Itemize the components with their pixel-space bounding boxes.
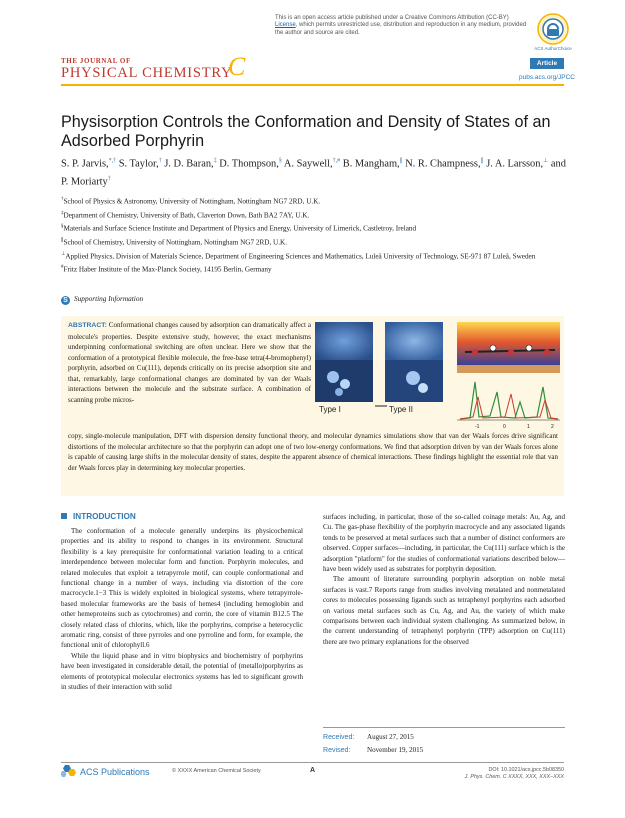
affiliation-item: [61, 235, 566, 249]
affiliation-marker: ‡: [61, 210, 64, 216]
article-title: Physisorption Controls the Conformation and Density of States of an Adsorbed Porphyrin: [61, 113, 551, 150]
author-list: [61, 154, 566, 190]
badge-label: ACS AuthorChoice: [534, 46, 572, 51]
footer-rule: [61, 762, 564, 763]
oa-notice-line2: , which permits unrestricted use, distribution and reproduction in any medium,: [295, 22, 502, 29]
journal-url-link[interactable]: pubs.acs.org/JPCC: [519, 74, 575, 81]
affiliation-item: [61, 221, 566, 235]
svg-text:0: 0: [503, 424, 506, 430]
journal-name-top: THE JOURNAL OF: [61, 57, 131, 65]
article-type-badge: Article: [530, 58, 564, 69]
journal-citation: J. Phys. Chem. C XXXX, XXX, XXX−XXX: [464, 774, 564, 780]
paragraph: The amount of literature surrounding porphyrin adsorption on noble metal surfaces is vast.7 Reports range from studies involving metalated and nonmetalated cores to molecules possessing ligands such as tetraphenyl porphyrins each adsorbed on various metal surfaces such as Cu, Ag, and Au, the variety of which make comparisons between each individual system challenging. As summarized below, in the current understanding of tetraphenyl porphyrin (TPP) adsorption on Cu(111) there are two primary explanations for the observed: [323, 575, 565, 646]
intro-heading-label: INTRODUCTION: [73, 512, 136, 521]
acs-authorchoice-badge-icon: [534, 12, 572, 52]
affiliation-item: [61, 249, 566, 263]
journal-letter: C: [228, 52, 246, 81]
citation-info: [446, 767, 564, 781]
affiliation-item: [61, 194, 566, 208]
author-name: B. Mangham,: [342, 158, 400, 170]
affiliation-marker: #: [61, 265, 64, 271]
header-rule: [61, 84, 564, 86]
revised-date: November 19, 2015: [367, 746, 424, 754]
oa-notice-line1: This is an open access article published under a Creative Commons Attribution (CC-BY): [275, 15, 509, 21]
revised-date-row: [323, 744, 565, 757]
section-marker-icon: [61, 513, 67, 519]
abstract-text-part1: [68, 320, 311, 405]
supporting-info-label: Supporting Information: [74, 294, 144, 303]
density-of-states-plot: [457, 382, 560, 430]
received-date-row: [323, 731, 565, 744]
publisher-name: ACS Publications: [80, 767, 150, 777]
author-affiliation-marker[interactable]: *,†: [108, 158, 117, 164]
affiliation-marker: §: [61, 224, 64, 230]
author-name: N. R. Champness,: [405, 158, 481, 170]
body-column-left: [61, 526, 303, 693]
svg-text:2: 2: [551, 424, 554, 430]
acs-publications-logo: [61, 765, 150, 777]
stm-image-type1: [315, 322, 373, 402]
paragraph: While the liquid phase and in vitro biophysics and biochemistry of porphyrins have been investigated in considerable detail, the potential of (metallo)porphyrins as elements of prototypical molecular electronics systems has led to significant growth in studies of their interaction with solid: [61, 651, 303, 692]
affiliation-text: School of Physics & Astronomy, University of Nottingham, Nottingham NG7 2RD, U.K.: [63, 197, 321, 206]
affiliation-marker: †: [61, 197, 64, 202]
received-date: August 27, 2015: [367, 733, 414, 741]
dft-density-map: [457, 322, 560, 373]
supporting-info-link[interactable]: [61, 294, 143, 305]
affiliation-text: Department of Chemistry, University of Bath, Claverton Down, Bath BA2 7AY, U.K.: [63, 211, 310, 220]
author-name: J. A. Larsson,: [486, 158, 544, 170]
author-name: and P. Moriarty: [61, 158, 566, 188]
affiliation-text: Applied Physics, Division of Materials Science, Department of Engineering Sciences and Mathematics, Luleå University of Technology, SE-971 87 Luleå, Sweden: [65, 252, 536, 261]
author-affiliation-marker[interactable]: †,#: [332, 158, 341, 164]
author-name: S. P. Jarvis,: [61, 158, 109, 170]
abstract-label: ABSTRACT:: [68, 322, 107, 329]
author-affiliation-marker[interactable]: ∥: [399, 158, 403, 164]
author-name: S. Taylor,: [118, 158, 159, 170]
license-link[interactable]: License: [275, 22, 296, 29]
oa-notice-line3: provided the author and source are cited.: [275, 22, 527, 36]
received-label: Received:: [323, 734, 355, 741]
affiliation-text: School of Chemistry, University of Nottingham, Nottingham NG7 2RD, U.K.: [63, 238, 288, 247]
author-affiliation-marker[interactable]: ‡: [213, 158, 217, 164]
abstract-body-part1: Conformational changes caused by adsorption can dramatically affect a molecule's properties. Despite extensive study, however, the exact mechanisms underpinning conformational switching are often unclear. Here we show that the conformation of a prototypical flexible molecule, the free-base tetra(4-bromophenyl) porphyrin, adsorbed on Cu(111), depends critically on its precise adsorption site and that, remarkably, large conformational changes are dominated by van der Waals interactions between the molecule and the substrate surface. A combination of scanning probe micros-: [68, 321, 311, 404]
toc-type2-label: Type II: [389, 405, 414, 414]
svg-text:-1: -1: [475, 424, 480, 430]
stm-image-type2: [385, 322, 443, 402]
page-number: A: [310, 767, 316, 774]
copyright-notice: © XXXX American Chemical Society: [172, 768, 261, 774]
author-name: D. Thompson,: [219, 158, 279, 170]
affiliation-marker: ⊥: [61, 251, 66, 257]
svg-text:1: 1: [527, 424, 530, 430]
author-affiliation-marker[interactable]: †: [107, 175, 111, 182]
body-column-right: [323, 512, 565, 647]
paragraph: The conformation of a molecule generally underpins its physicochemical properties and its ability to respond to changes in its environment. Structural flexibility is a key prerequisite for conformational variation leading to a critical interdependence between molecular form and function. Porphyrin molecules, and related molecules that exploit a tetrapyrrole motif, can couple conformational and functional change in a number of ways, including via distortion of the core macrocycle.1−3 This is widely exploited in biological systems, where tetrapyrrole-based molecular frameworks are the basis of hemes4 (including hemoglobin and other hemeproteins such as cytochromes) and corrin, the core of vitamin B12.5 The closely related class of chlorins, which, like the porphyrins, comprise a heterocyclic aromatic ring, consist of three pyrroles and one pyrroline and form, for example, the functional unit of chlorophyll.6: [61, 527, 303, 650]
journal-name-main: PHYSICAL CHEMISTRY: [61, 65, 233, 81]
author-affiliation-marker[interactable]: †: [158, 158, 162, 164]
doi-link[interactable]: DOI: 10.1021/acs.jpcc.5b08350: [488, 767, 564, 773]
acs-hexagon-icon: [61, 765, 77, 777]
publication-dates: [323, 727, 565, 757]
supporting-info-icon: S: [61, 296, 70, 305]
affiliation-item: [61, 262, 566, 276]
revised-label: Revised:: [323, 747, 351, 754]
author-name: J. D. Baran,: [164, 158, 214, 170]
toc-graphic: [315, 322, 560, 430]
section-heading-introduction: [61, 512, 136, 521]
affiliation-item: [61, 208, 566, 222]
paragraph: surfaces including, in particular, those of the so-called coinage metals: Au, Ag, and Cu. The gas-phase flexibility of the porphyrin macrocycle and any associated ligands tends to be preserved at metal surfaces such that a number of distinct conformers are observed. Copper surfaces—including, in particular, the Cu(111) surface which is the adsorption "platform" for the studies of conformational variations described below—have been widely used as substrates for porphyrin deposition.: [323, 513, 565, 574]
author-affiliation-marker[interactable]: ∥: [480, 158, 484, 164]
open-access-notice: [275, 15, 530, 37]
author-affiliation-marker[interactable]: ⊥: [543, 158, 549, 164]
affiliation-list: [61, 194, 566, 276]
author-affiliation-marker[interactable]: §: [278, 158, 282, 164]
affiliation-marker: ∥: [61, 238, 64, 244]
affiliation-text: Fritz Haber Institute of the Max-Planck Society, 14195 Berlin, Germany: [63, 265, 272, 274]
affiliation-text: Materials and Surface Science Institute and Department of Physics and Energy, University of Limerick, Castletroy, Ireland: [63, 224, 417, 233]
abstract-body-part2: copy, single-molecule manipulation, DFT with dispersion density functional theory, and molecular dynamics simulations show that van der Waals forces drive significant distortions of the molecular architecture so that the porphyrin can adopt one of two low-energy conformations. We find that adsorption driven by van der Waals forces alone is capable of causing large shifts in the molecular density of states, despite the apparent absence of chemical interactions. These findings highlight the essential role that van der Waals forces play in determining key molecular properties.: [68, 432, 558, 472]
author-name: A. Saywell,: [283, 158, 333, 170]
toc-type1-label: Type I: [319, 405, 341, 414]
